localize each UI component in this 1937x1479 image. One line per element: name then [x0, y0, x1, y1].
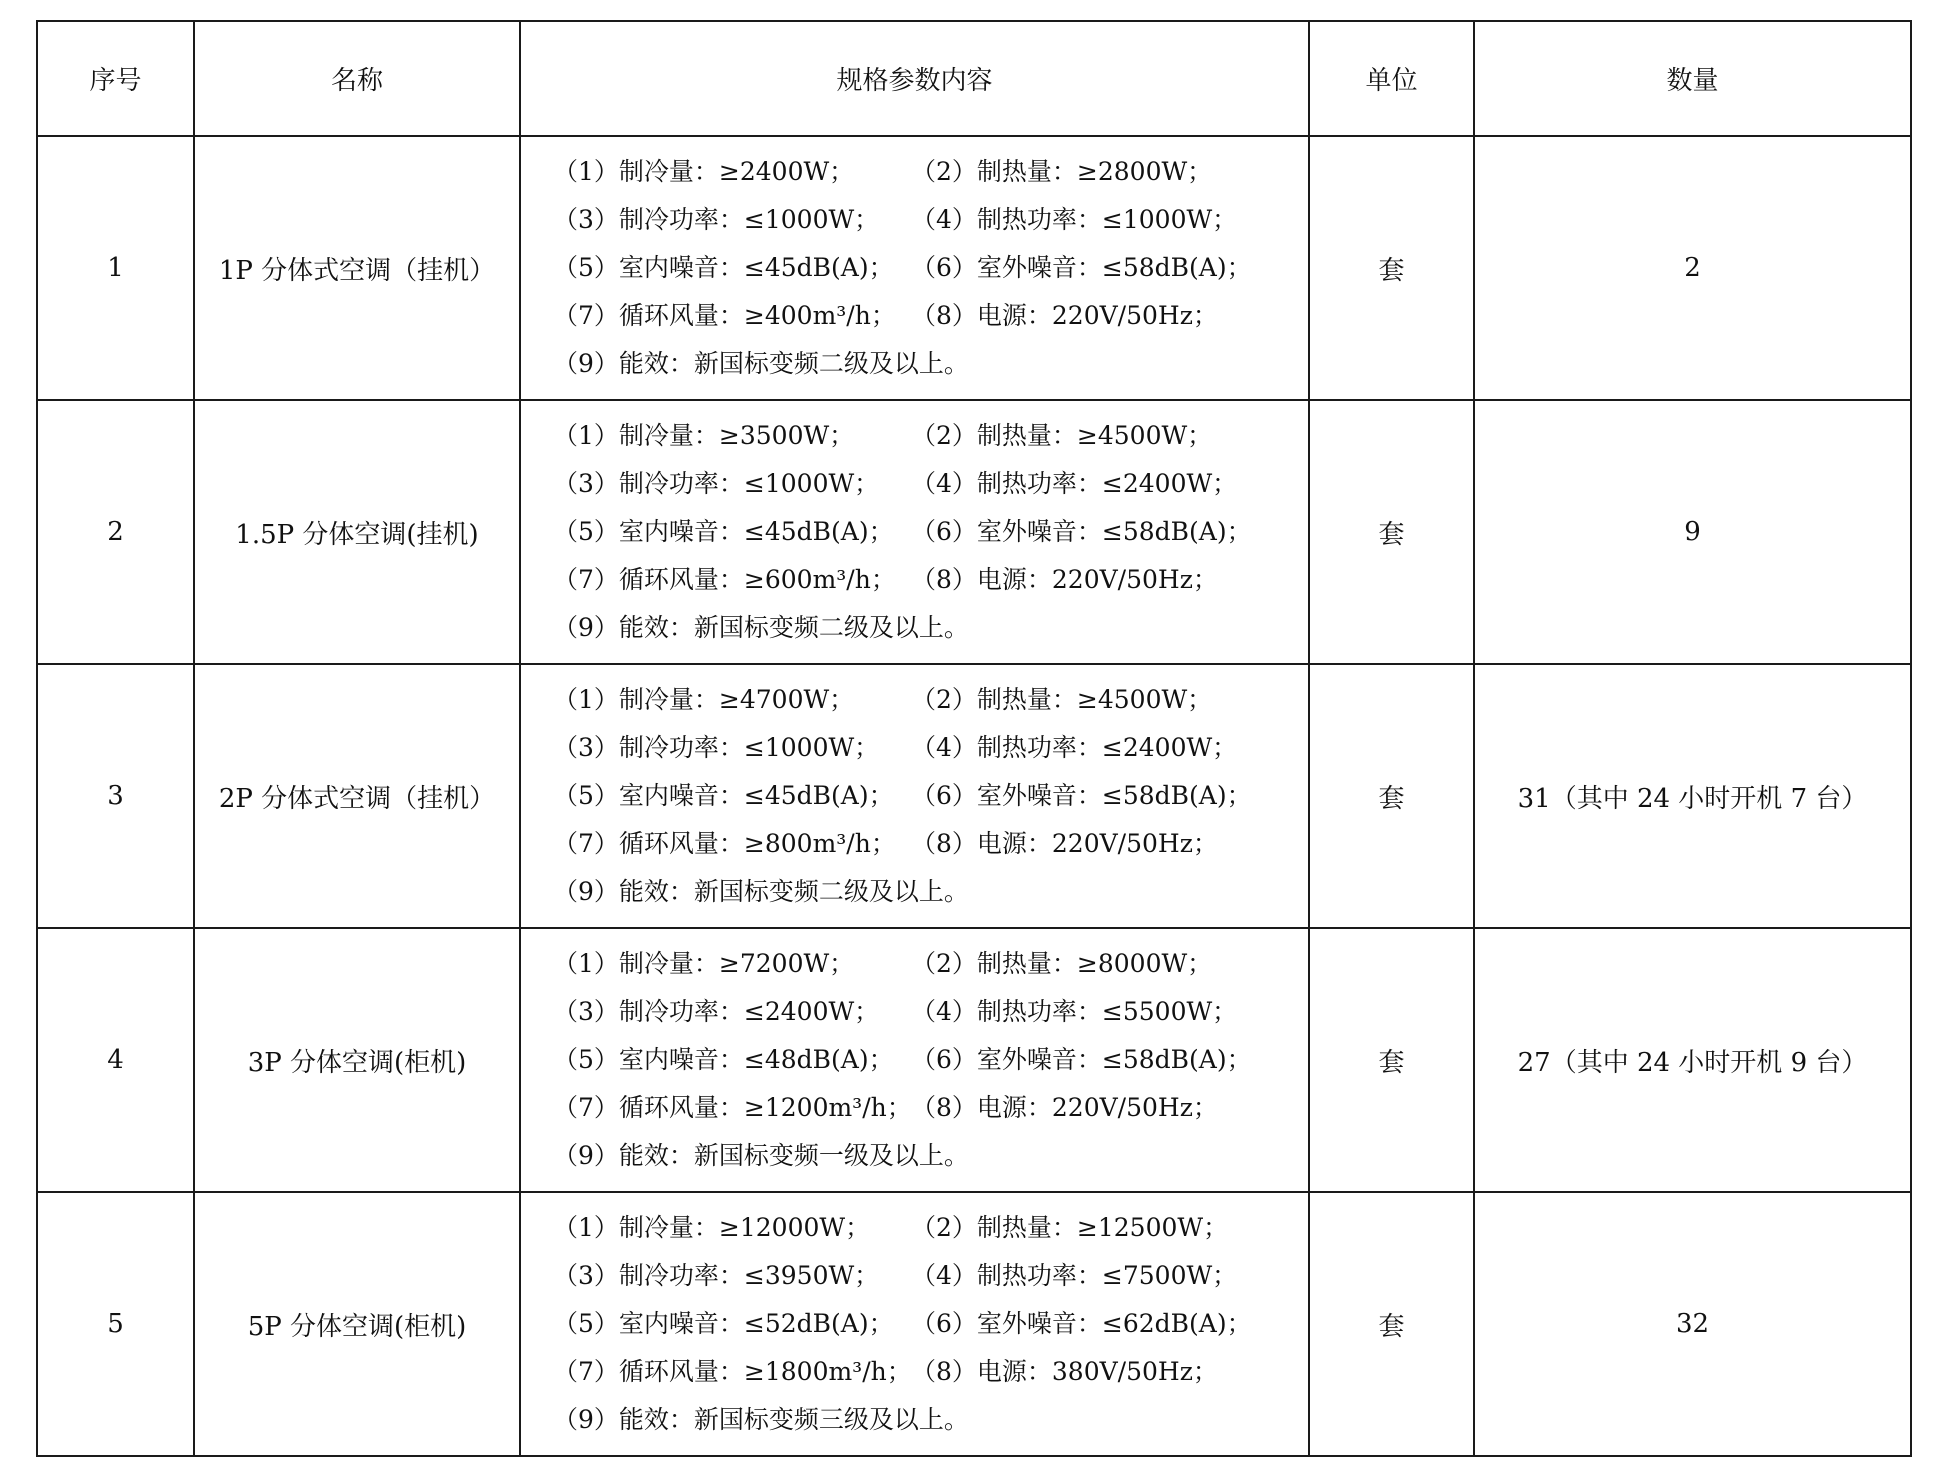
row-index: 2: [37, 400, 194, 664]
spec-line: [553, 460, 1308, 508]
spec-line: [553, 1396, 1308, 1444]
spec-line: [553, 1084, 1308, 1132]
row-spec-params: [520, 928, 1309, 1192]
table-body: [37, 136, 1911, 1456]
row-unit: 套: [1309, 136, 1474, 400]
row-index: 3: [37, 664, 194, 928]
spec-line: [553, 604, 1308, 652]
row-quantity: 27（其中 24 小时开机 9 台）: [1474, 928, 1911, 1192]
spec-item: （3）制冷功率：≤1000W；: [553, 469, 880, 498]
spec-line: [553, 988, 1308, 1036]
header-quantity: 数量: [1474, 21, 1911, 136]
row-unit: 套: [1309, 400, 1474, 664]
spec-line: [553, 556, 1308, 604]
spec-item: （2）制热量：≥4500W；: [911, 421, 1213, 450]
row-index: 4: [37, 928, 194, 1192]
spec-item: （5）室内噪音：≤45dB(A)；: [553, 781, 894, 810]
row-spec-params: [520, 400, 1309, 664]
spec-item: （4）制热功率：≤1000W；: [911, 205, 1238, 234]
spec-line: [553, 1300, 1308, 1348]
spec-item: （6）室外噪音：≤58dB(A)；: [911, 253, 1252, 282]
header-unit: 单位: [1309, 21, 1474, 136]
header-name: 名称: [194, 21, 520, 136]
spec-item: （4）制热功率：≤7500W；: [911, 1261, 1238, 1290]
spec-item: （8）电源：220V/50Hz；: [911, 1093, 1218, 1122]
spec-item: （5）室内噪音：≤45dB(A)；: [553, 253, 894, 282]
spec-item: （3）制冷功率：≤1000W；: [553, 205, 880, 234]
spec-item: （8）电源：220V/50Hz；: [911, 301, 1218, 330]
spec-line: [553, 340, 1308, 388]
row-product-name: 2P 分体式空调（挂机）: [194, 664, 520, 928]
spec-item: （5）室内噪音：≤52dB(A)；: [553, 1309, 894, 1338]
spec-line: [553, 244, 1308, 292]
spec-item: （6）室外噪音：≤62dB(A)；: [911, 1309, 1252, 1338]
spec-item: （6）室外噪音：≤58dB(A)；: [911, 781, 1252, 810]
spec-item: （1）制冷量：≥12000W；: [553, 1213, 871, 1242]
row-quantity: 9: [1474, 400, 1911, 664]
spec-item: （3）制冷功率：≤2400W；: [553, 997, 880, 1026]
spec-item: （1）制冷量：≥2400W；: [553, 157, 855, 186]
spec-item: （2）制热量：≥12500W；: [911, 1213, 1229, 1242]
table-row: [37, 928, 1911, 1192]
row-quantity: 32: [1474, 1192, 1911, 1456]
spec-item: （7）循环风量：≥1200m³/h；: [553, 1093, 912, 1122]
spec-line: [553, 868, 1308, 916]
spec-line: [553, 940, 1308, 988]
spec-item: （5）室内噪音：≤48dB(A)；: [553, 1045, 894, 1074]
spec-item: （4）制热功率：≤5500W；: [911, 997, 1238, 1026]
spec-line: [553, 1036, 1308, 1084]
spec-item: （6）室外噪音：≤58dB(A)；: [911, 1045, 1252, 1074]
row-unit: 套: [1309, 928, 1474, 1192]
spec-item: （6）室外噪音：≤58dB(A)；: [911, 517, 1252, 546]
header-index: 序号: [37, 21, 194, 136]
row-unit: 套: [1309, 664, 1474, 928]
spec-line: [553, 1204, 1308, 1252]
spec-item: （7）循环风量：≥800m³/h；: [553, 829, 896, 858]
spec-line: [553, 1252, 1308, 1300]
row-quantity: 2: [1474, 136, 1911, 400]
spec-line: [553, 676, 1308, 724]
spec-line: [553, 148, 1308, 196]
table-row: [37, 1192, 1911, 1456]
equipment-spec-table: [36, 20, 1912, 1457]
spec-line: [553, 412, 1308, 460]
spec-item: （9）能效：新国标变频三级及以上。: [553, 1405, 969, 1434]
spec-item: （8）电源：380V/50Hz；: [911, 1357, 1218, 1386]
table-row: [37, 400, 1911, 664]
spec-item: （3）制冷功率：≤3950W；: [553, 1261, 880, 1290]
spec-item: （9）能效：新国标变频一级及以上。: [553, 1141, 969, 1170]
spec-item: （7）循环风量：≥600m³/h；: [553, 565, 896, 594]
spec-line: [553, 508, 1308, 556]
spec-item: （2）制热量：≥8000W；: [911, 949, 1213, 978]
row-index: 1: [37, 136, 194, 400]
row-product-name: 5P 分体空调(柜机): [194, 1192, 520, 1456]
spec-item: （8）电源：220V/50Hz；: [911, 829, 1218, 858]
spec-item: （3）制冷功率：≤1000W；: [553, 733, 880, 762]
row-product-name: 1.5P 分体空调(挂机): [194, 400, 520, 664]
table-row: [37, 664, 1911, 928]
header-row: [37, 21, 1911, 136]
spec-line: [553, 772, 1308, 820]
spec-item: （9）能效：新国标变频二级及以上。: [553, 613, 969, 642]
row-spec-params: [520, 664, 1309, 928]
spec-item: （7）循环风量：≥400m³/h；: [553, 301, 896, 330]
row-spec-params: [520, 136, 1309, 400]
spec-line: [553, 196, 1308, 244]
row-unit: 套: [1309, 1192, 1474, 1456]
spec-item: （5）室内噪音：≤45dB(A)；: [553, 517, 894, 546]
row-spec-params: [520, 1192, 1309, 1456]
spec-line: [553, 292, 1308, 340]
spec-line: [553, 724, 1308, 772]
row-product-name: 3P 分体空调(柜机): [194, 928, 520, 1192]
spec-line: [553, 1132, 1308, 1180]
spec-item: （2）制热量：≥2800W；: [911, 157, 1213, 186]
spec-item: （9）能效：新国标变频二级及以上。: [553, 877, 969, 906]
row-product-name: 1P 分体式空调（挂机）: [194, 136, 520, 400]
row-index: 5: [37, 1192, 194, 1456]
spec-item: （9）能效：新国标变频二级及以上。: [553, 349, 969, 378]
row-quantity: 31（其中 24 小时开机 7 台）: [1474, 664, 1911, 928]
spec-item: （8）电源：220V/50Hz；: [911, 565, 1218, 594]
spec-line: [553, 1348, 1308, 1396]
spec-item: （4）制热功率：≤2400W；: [911, 469, 1238, 498]
spec-line: [553, 820, 1308, 868]
spec-item: （1）制冷量：≥7200W；: [553, 949, 855, 978]
spec-item: （1）制冷量：≥4700W；: [553, 685, 855, 714]
spec-item: （2）制热量：≥4500W；: [911, 685, 1213, 714]
spec-item: （4）制热功率：≤2400W；: [911, 733, 1238, 762]
spec-item: （1）制冷量：≥3500W；: [553, 421, 855, 450]
header-spec: 规格参数内容: [520, 21, 1309, 136]
spec-item: （7）循环风量：≥1800m³/h；: [553, 1357, 912, 1386]
table-row: [37, 136, 1911, 400]
table-header: [37, 21, 1911, 136]
